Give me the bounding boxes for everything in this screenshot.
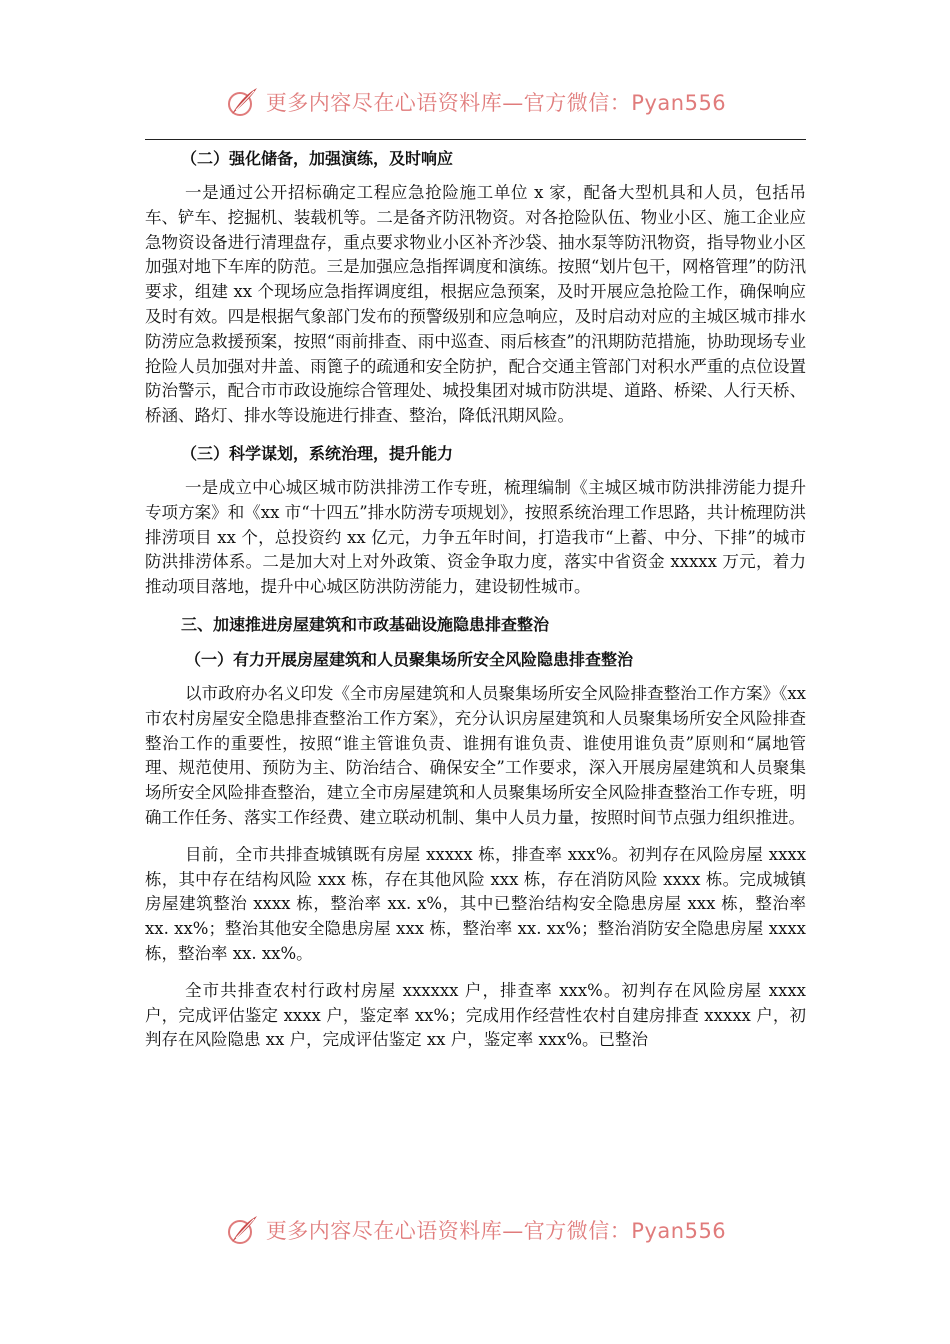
section-heading: （三）科学谋划，系统治理，提升能力	[181, 443, 454, 463]
body-paragraph: 一是成立中心城区城市防洪排涝工作专班，梳理编制《主城区城市防洪排涝能力提升专项方案》和《xx 市“十四五”排水防涝专项规划》，按照系统治理工作思路，共计梳理防洪排涝项目 xx 个，总投资约 xx 亿元，力争五年时间，打造我市“上蓄、中分、下排”的城市防洪排涝体系。二是加大对上对外政策、资金争取力度，落实中省资金 xxxxx 万元，着力推动项目落地，提升中心城区防洪防涝能力，建设韧性城市。	[145, 477, 806, 597]
section-heading: （一）有力开展房屋建筑和人员聚集场所安全风险隐患排查整治	[185, 649, 634, 669]
header-divider	[145, 139, 806, 140]
feather-pen-logo-icon	[224, 84, 260, 120]
feather-pen-logo-icon	[224, 1212, 260, 1248]
watermark-text: 更多内容尽在心语资料库—官方微信：Pyan556	[265, 1219, 727, 1243]
body-paragraph: 以市政府办名义印发《全市房屋建筑和人员聚集场所安全风险排查整治工作方案》《xx 市农村房屋安全隐患排查整治工作方案》，充分认识房屋建筑和人员聚集场所安全风险排查整治工作的重要性，按照“谁主管谁负责、谁拥有谁负责、谁使用谁负责”原则和“属地管理、规范使用、预防为主、防治结合、确保安全”工作要求，深入开展房屋建筑和人员聚集场所安全风险排查整治，建立全市房屋建筑和人员聚集场所安全风险排查整治工作专班，明确工作任务、落实工作经费、建立联动机制、集中人员力量，按照时间节点强力组织推进。	[145, 683, 806, 827]
body-paragraph: 一是通过公开招标确定工程应急抢险施工单位 x 家，配备大型机具和人员，包括吊车、铲车、挖掘机、装载机等。二是备齐防汛物资。对各抢险队伍、物业小区、施工企业应急物资设备进行清理盘存，重点要求物业小区补齐沙袋、抽水泵等防汛物资，指导物业小区加强对地下车库的防范。三是加强应急指挥调度和演练。按照“划片包干，网格管理”的防汛要求，组建 xx 个现场应急指挥调度组，根据应急预案，及时开展应急抢险工作，确保响应及时有效。四是根据气象部门发布的预警级别和应急响应，及时启动对应的主城区城市排水防涝应急救援预案，按照“雨前排查、雨中巡查、雨后核查”的汛期防范措施，协助现场专业抢险人员加强对井盖、雨篦子的疏通和安全防护，配合交通主管部门对积水严重的点位设置防治警示，配合市市政设施综合管理处、城投集团对城市防洪堤、道路、桥梁、人行天桥、桥涵、路灯、排水等设施进行排查、整治，降低汛期风险。	[145, 183, 806, 426]
section-heading: 三、加速推进房屋建筑和市政基础设施隐患排查整治	[181, 614, 550, 634]
body-paragraph: 全市共排查农村行政村房屋 xxxxxx 户，排查率 xxx%。初判存在风险房屋 xxxx 户，完成评估鉴定 xxxx 户，鉴定率 xx%；完成用作经营性农村自建房排查 xxxxx 户，初判存在风险隐患 xx 户，完成评估鉴定 xx 户，鉴定率 xxx%。已整治	[145, 980, 806, 1050]
footer-watermark-banner	[0, 1210, 950, 1250]
watermark-text: 更多内容尽在心语资料库—官方微信：Pyan556	[265, 91, 727, 115]
header-watermark-banner	[0, 82, 950, 122]
document-body	[145, 146, 806, 1065]
section-heading: （二）强化储备，加强演练，及时响应	[181, 149, 454, 168]
body-paragraph: 目前，全市共排查城镇既有房屋 xxxxx 栋，排查率 xxx%。初判存在风险房屋 xxxx 栋，其中存在结构风险 xxx 栋，存在其他风险 xxx 栋，存在消防风险 xxxx 栋。完成城镇房屋建筑整治 xxxx 栋，整治率 xx. x%，其中已整治结构安全隐患房屋 xxx 栋，整治率 xx. xx%；整治其他安全隐患房屋 xxx 栋，整治率 xx. xx%；整治消防安全隐患房屋 xxxx 栋，整治率 xx. xx%。	[145, 844, 806, 963]
